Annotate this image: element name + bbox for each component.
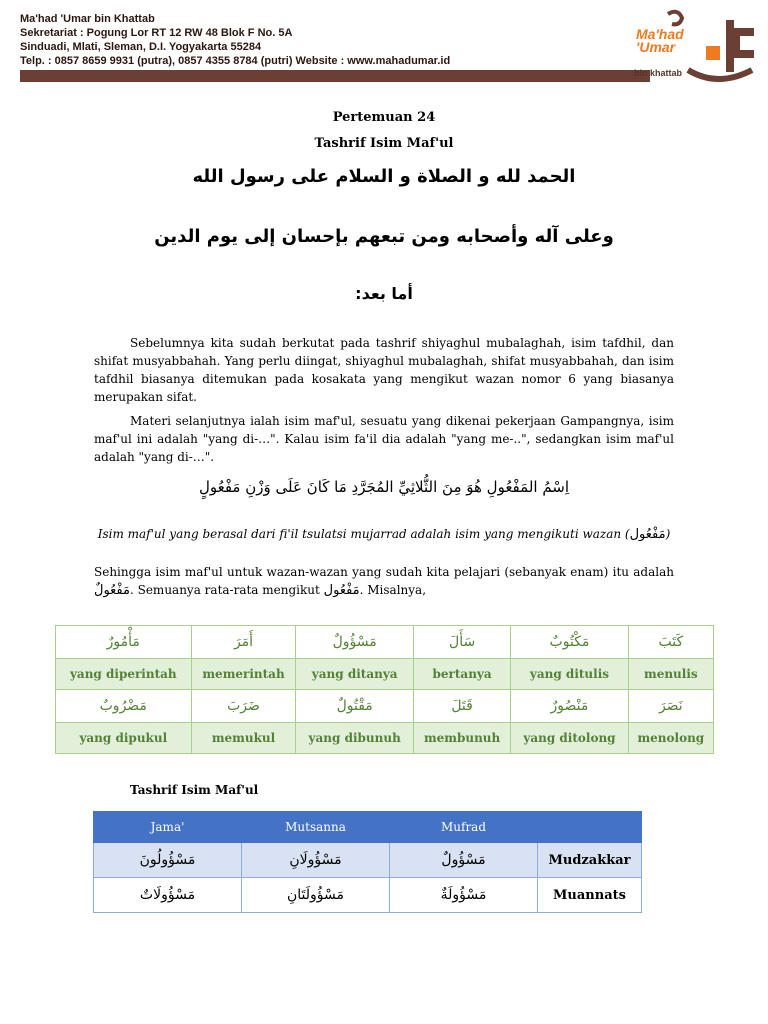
- vocab-meaning-cell: yang dibunuh: [296, 723, 413, 754]
- vocab-arabic-cell: أَمَرَ: [191, 626, 296, 659]
- paragraph-isim-maful: Materi selanjutnya ialah isim maf'ul, sesuatu yang dikenai pekerjaan Gampangnya, isim maf'ul ini adalah "yang di-…". Kalau isim fa'il dia adalah "yang me-..", sedangkan isim maf'ul adalah "yang di-…".: [94, 414, 674, 464]
- vocab-arabic-cell: ضَرَبَ: [191, 690, 296, 723]
- arabic-opening-2: وعلى آله وأصحابه ومن تبعهم بإحسان إلى يوم الدين: [154, 226, 614, 247]
- table-cell: مَسْؤُولَانِ: [242, 843, 390, 878]
- vocab-row: [56, 659, 714, 690]
- contact-line: Telp. : 0857 8659 9931 (putra), 0857 4355 8784 (putri) Website : www.mahadumar.id: [20, 55, 451, 67]
- vocab-arabic-cell: قَتَلَ: [413, 690, 510, 723]
- vocab-meaning-cell: yang dipukul: [56, 723, 192, 754]
- vocab-meaning-cell: yang diperintah: [56, 659, 192, 690]
- lesson-title: Tashrif Isim Maf'ul: [314, 136, 454, 151]
- table-cell: مَسْؤُولٌ: [390, 843, 538, 878]
- col-jama: Jama': [94, 812, 242, 843]
- vocab-row: [56, 723, 714, 754]
- vocab-table: [55, 625, 714, 754]
- vocab-arabic-cell: مَقْتُولٌ: [296, 690, 413, 723]
- col-label: [538, 812, 642, 843]
- table-cell: مَسْؤُولَةٌ: [390, 878, 538, 913]
- tashrif-header-row: [94, 812, 642, 843]
- tashrif-table: [93, 811, 642, 913]
- row-label: Mudzakkar: [538, 843, 642, 878]
- logo-subtext: bin khattab: [634, 68, 683, 78]
- logo-accent-square: [706, 46, 720, 60]
- tashrif-row-muannats: [94, 878, 642, 913]
- vocab-arabic-cell: نَصَرَ: [628, 690, 713, 723]
- vocab-meaning-cell: membunuh: [413, 723, 510, 754]
- definition-translation: Isim maf'ul yang berasal dari fi'il tsulatsi mujarrad adalah isim yang mengikuti wazan (مَفْعُول): [97, 527, 671, 542]
- vocab-meaning-cell: yang ditanya: [296, 659, 413, 690]
- city-address: Sinduadi, Mlati, Sleman, D.I. Yogyakarta 55284: [20, 41, 262, 53]
- vocab-meaning-cell: memukul: [191, 723, 296, 754]
- table-cell: مَسْؤُولَاتٌ: [94, 878, 242, 913]
- vocab-row: [56, 690, 714, 723]
- vocab-meaning-cell: memerintah: [191, 659, 296, 690]
- meeting-number: Pertemuan 24: [332, 110, 436, 125]
- arabic-amma-badu: أما بعد:: [355, 284, 413, 303]
- vocab-arabic-cell: مَكْتُوبٌ: [511, 626, 628, 659]
- vocab-arabic-cell: مَنْصُورٌ: [511, 690, 628, 723]
- vocab-arabic-cell: كَتَبَ: [628, 626, 713, 659]
- row-label: Muannats: [538, 878, 642, 913]
- vocab-meaning-cell: menolong: [628, 723, 713, 754]
- table-cell: مَسْؤُولُونَ: [94, 843, 242, 878]
- tashrif-row-mudzakkar: [94, 843, 642, 878]
- vocab-meaning-cell: menulis: [628, 659, 713, 690]
- col-mutsanna: Mutsanna: [242, 812, 390, 843]
- vocab-arabic-cell: سَأَلَ: [413, 626, 510, 659]
- vocab-meaning-cell: yang ditolong: [511, 723, 628, 754]
- vocab-row: [56, 626, 714, 659]
- institution-logo: [628, 8, 758, 90]
- tashrif-heading: Tashrif Isim Maf'ul: [130, 783, 259, 797]
- vocab-arabic-cell: مَسْؤُولٌ: [296, 626, 413, 659]
- arabic-definition: اِسْمُ المَفْعُولِ هُوَ مِنَ الثُّلاثِيِّ المُجَرَّدِ مَا كَانَ عَلَى وَزْنِ مَفْعُولٍ: [198, 478, 570, 496]
- secretariat-address: Sekretariat : Pogung Lor RT 12 RW 48 Blok F No. 5A: [20, 27, 293, 39]
- vocab-arabic-cell: مَضْرُوبٌ: [56, 690, 192, 723]
- paragraph-wazan: Sehingga isim maf'ul untuk wazan-wazan yang sudah kita pelajari (sebanyak enam) itu adalah مَفْعُولٌ. Semuanya rata-rata mengikut مَفْعُول. Misalnya,: [94, 565, 674, 598]
- logo-text: Ma'had 'Umar: [636, 26, 684, 55]
- table-cell: مَسْؤُولَتَانِ: [242, 878, 390, 913]
- vocab-meaning-cell: bertanya: [413, 659, 510, 690]
- vocab-arabic-cell: مَأْمُورٌ: [56, 626, 192, 659]
- arabic-opening-1: الحمد لله و الصلاة و السلام على رسول الله: [192, 166, 576, 187]
- institution-name: Ma'had 'Umar bin Khattab: [20, 13, 155, 25]
- letterhead: [20, 12, 600, 68]
- header-bar: [20, 70, 650, 82]
- paragraph-intro: Sebelumnya kita sudah berkutat pada tashrif shiyaghul mubalaghah, isim tafdhil, dan shifat musyabbahah. Yang perlu diingat, shiyaghul mubalaghah, shifat musyabbahah, dan isim tafdhil biasanya ditemukan pada kosakata yang mengikut wazan nomor 6 yang biasanya merupakan sifat.: [94, 336, 674, 404]
- vocab-meaning-cell: yang ditulis: [511, 659, 628, 690]
- col-mufrad: Mufrad: [390, 812, 538, 843]
